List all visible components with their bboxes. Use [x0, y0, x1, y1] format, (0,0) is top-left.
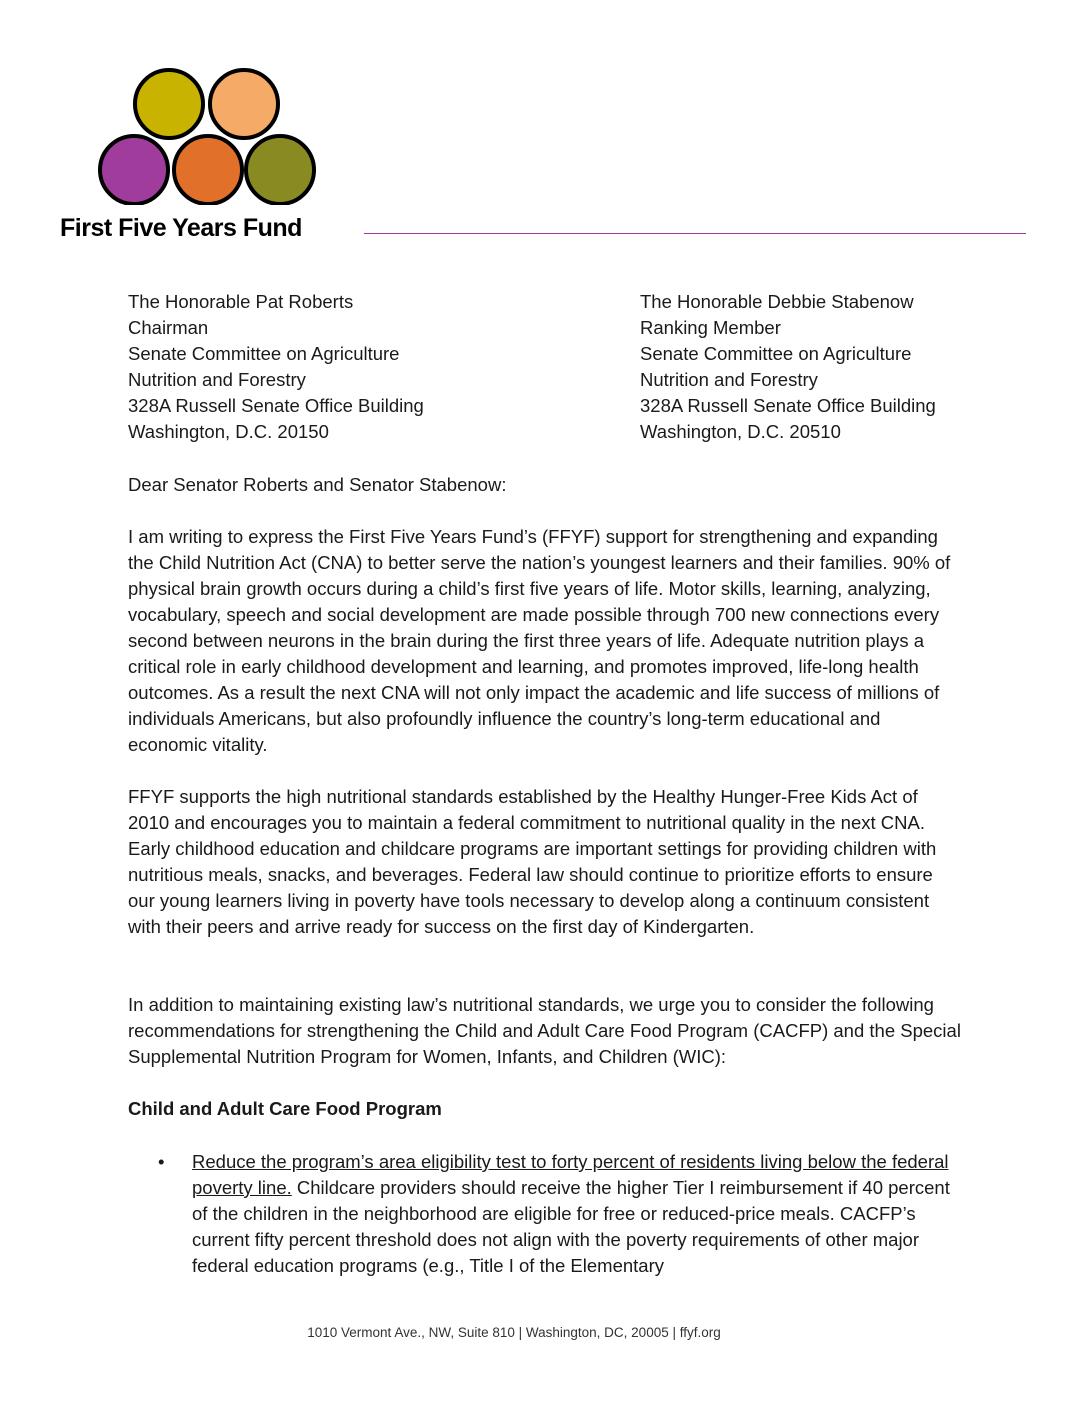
paragraph-3 [128, 992, 964, 1070]
bullet-body [192, 1149, 964, 1279]
ffyf-logo-circles [0, 0, 340, 205]
recipient-committee-cont: Nutrition and Forestry [640, 369, 818, 390]
recipient-committee: Senate Committee on Agriculture [128, 343, 400, 364]
recipient-building: 328A Russell Senate Office Building [640, 395, 936, 416]
paragraph-2 [128, 784, 964, 940]
paragraph-text: In addition to maintaining existing law’s nutritional standards, we urge you to consider the following recommendations for strengthening the Child and Adult Care Food Program (CACFP) and the Special Supplemental Nutrition Program for Women, Infants, and Children (WIC): [128, 994, 961, 1067]
recipient-building: 328A Russell Senate Office Building [128, 395, 424, 416]
logo-circle-peach [210, 70, 278, 138]
paragraph-text: I am writing to express the First Five Years Fund’s (FFYF) support for strengthening and expanding the Child Nutrition Act (CNA) to better serve the nation’s youngest learners and their families. 90% of physical brain growth occurs during a child’s first five years of life. Motor skills, learning, analyzing, vocabulary, speech and social development are made possible through 700 new connections every second between neurons in the brain during the first three years of life. Adequate nutrition plays a critical role in early childhood development and learning, and promotes improved, life-long health outcomes. As a result the next CNA will not only impact the academic and life success of millions of individuals Americans, but also profoundly influence the country’s long-term educational and economic vitality. [128, 526, 951, 755]
recipient-left [128, 289, 424, 445]
org-name: First Five Years Fund [60, 214, 302, 242]
paragraph-text: FFYF supports the high nutritional standards established by the Healthy Hunger-Free Kids Act of 2010 and encourages you to maintain a federal commitment to nutritional quality in the next CNA. Early childhood education and childcare programs are important settings for providing children with nutritious meals, snacks, and beverages. Federal law should continue to prioritize efforts to ensure our young learners living in poverty have tools necessary to develop along a continuum consistent with their peers and arrive ready for success on the first day of Kindergarten. [128, 786, 937, 937]
recipient-name: The Honorable Debbie Stabenow [640, 291, 914, 312]
bullet-text: Childcare providers should receive the higher Tier I reimbursement if 40 percent of the children in the neighborhood are eligible for free or reduced-price meals. CACFP’s current fifty percent threshold does not align with the poverty requirements of other major federal education programs (e.g., Title I of the Elementary [192, 1177, 950, 1276]
salutation [128, 472, 964, 498]
recipient-name: The Honorable Pat Roberts [128, 291, 354, 312]
bullet-underlined-text: Reduce the program’s area eligibility test to forty percent of residents living below the federal poverty line. [192, 1151, 949, 1198]
recipient-title: Chairman [128, 317, 209, 338]
section-heading: Child and Adult Care Food Program [128, 1098, 442, 1119]
logo-circle-olive [246, 136, 314, 204]
recipient-title: Ranking Member [640, 317, 781, 338]
logo-circle-gold [135, 70, 203, 138]
logo-circle-orange [174, 136, 242, 204]
recipient-city: Washington, D.C. 20510 [640, 421, 841, 442]
footer-address: 1010 Vermont Ave., NW, Suite 810 | Washington, DC, 20005 | ffyf.org [307, 1325, 721, 1340]
recipient-committee-cont: Nutrition and Forestry [128, 369, 306, 390]
bullet-item [128, 1149, 964, 1279]
header-rule [364, 233, 1026, 234]
bullet-dot: • [158, 1151, 165, 1172]
paragraph-1 [128, 524, 964, 758]
recipient-right [640, 289, 936, 445]
recipient-city: Washington, D.C. 20150 [128, 421, 329, 442]
recipient-committee: Senate Committee on Agriculture [640, 343, 912, 364]
logo-circle-purple [100, 136, 168, 204]
salutation-text: Dear Senator Roberts and Senator Stabenow: [128, 474, 507, 495]
